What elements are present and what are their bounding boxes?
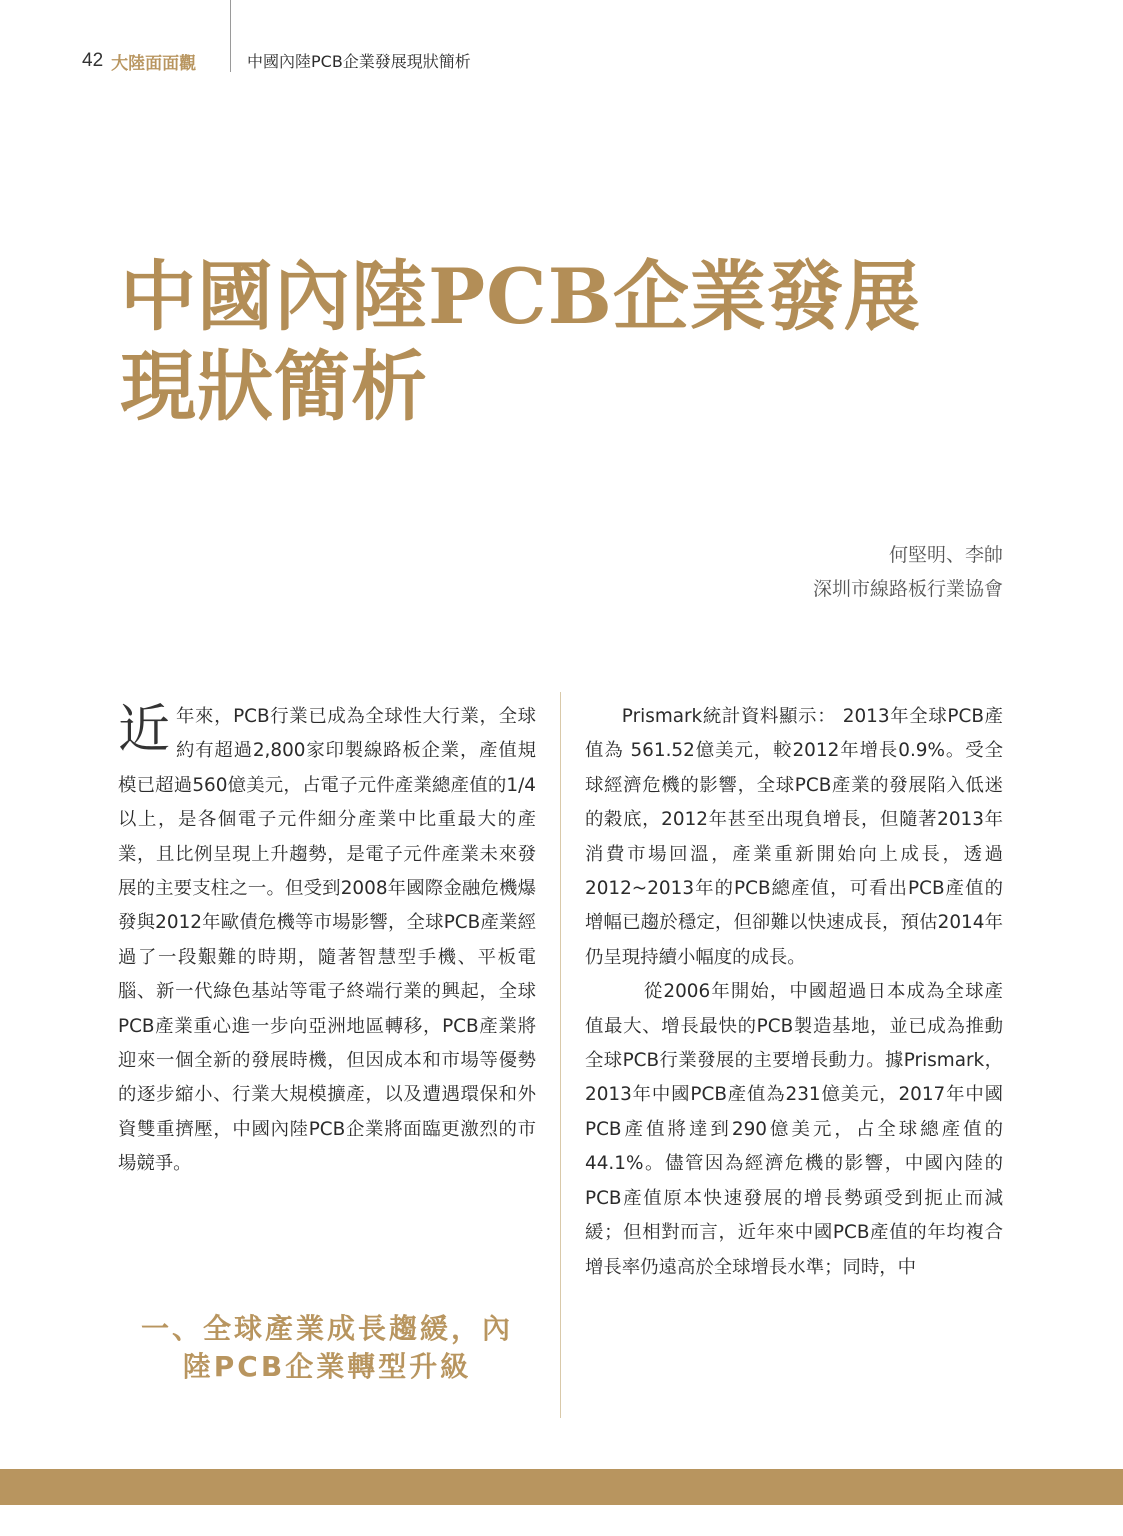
authors: 何堅明、李帥	[888, 544, 1003, 566]
section-heading-line-1: 一、全球產業成長趨緩，內	[140, 1312, 513, 1345]
organization: 深圳市線路板行業協會	[812, 578, 1003, 600]
section-name: 大陸面面觀	[111, 53, 197, 74]
article-title-line-2: 現狀簡析	[120, 342, 428, 431]
intro-paragraph	[118, 700, 536, 1182]
body-paragraph-2: 從2006年開始，中國超過日本成為全球產值最大、增長最快的PCB製造基地，並已成為推動全球PCB行業發展的主要增長動力。據Prismark，2013年中國PCB產值為231億美元，2017年中國PCB產值將達到290億美元，占全球總產值的44.1%。儘管因為經濟危機的影響，中國內陸的PCB產值原本快速發展的增長勢頭受到扼止而減緩；但相對而言，近年來中國PCB產值的年均複合增長率仍遠高於全球增長水準；同時，中	[585, 981, 1003, 1278]
article-title-line-1: 中國內陸PCB企業發展	[120, 252, 921, 341]
section-heading	[118, 1310, 536, 1386]
left-column	[118, 700, 536, 1182]
column-divider	[560, 692, 561, 1418]
drop-cap: 近	[118, 700, 171, 760]
page-number: 42	[82, 50, 104, 71]
footer-band	[0, 1469, 1123, 1505]
article-title	[120, 252, 1040, 432]
header-divider	[230, 0, 231, 72]
header-article-title: 中國內陸PCB企業發展現狀簡析	[247, 52, 471, 71]
right-column	[585, 700, 1003, 1285]
intro-paragraph-text: 年來，PCB行業已成為全球性大行業，全球約有超過2,800家印製線路板企業，產值規模已超過560億美元，占電子元件產業總產值的1/4以上，是各個電子元件細分產業中比重最大的產業，且比例呈現上升趨勢，是電子元件產業未來發展的主要支柱之一。但受到2008年國際金融危機爆發與2012年歐債危機等市場影響，全球PCB產業經過了一段艱難的時期，隨著智慧型手機、平板電腦、新一代綠色基站等電子終端行業的興起，全球PCB產業重心進一步向亞洲地區轉移，PCB產業將迎來一個全新的發展時機，但因成本和市場等優勢的逐步縮小、行業大規模擴產，以及遭遇環保和外資雙重擠壓，中國內陸PCB企業將面臨更激烈的市場競爭。	[118, 706, 536, 1175]
body-paragraph-1: Prismark統計資料顯示： 2013年全球PCB產值為 561.52億美元，較2012年增長0.9%。受全球經濟危機的影響，全球PCB產業的發展陷入低迷的穀底，2012年甚至出現負增長，但隨著2013年消費市場回溫，產業重新開始向上成長，透過2012~2013年的PCB總產值，可看出PCB產值的增幅已趨於穩定，但卻難以快速成長，預估2014年仍呈現持續小幅度的成長。	[585, 706, 1003, 968]
running-header	[82, 46, 196, 76]
section-heading-line-2: 陸PCB企業轉型升級	[182, 1350, 472, 1383]
byline	[813, 538, 1003, 606]
